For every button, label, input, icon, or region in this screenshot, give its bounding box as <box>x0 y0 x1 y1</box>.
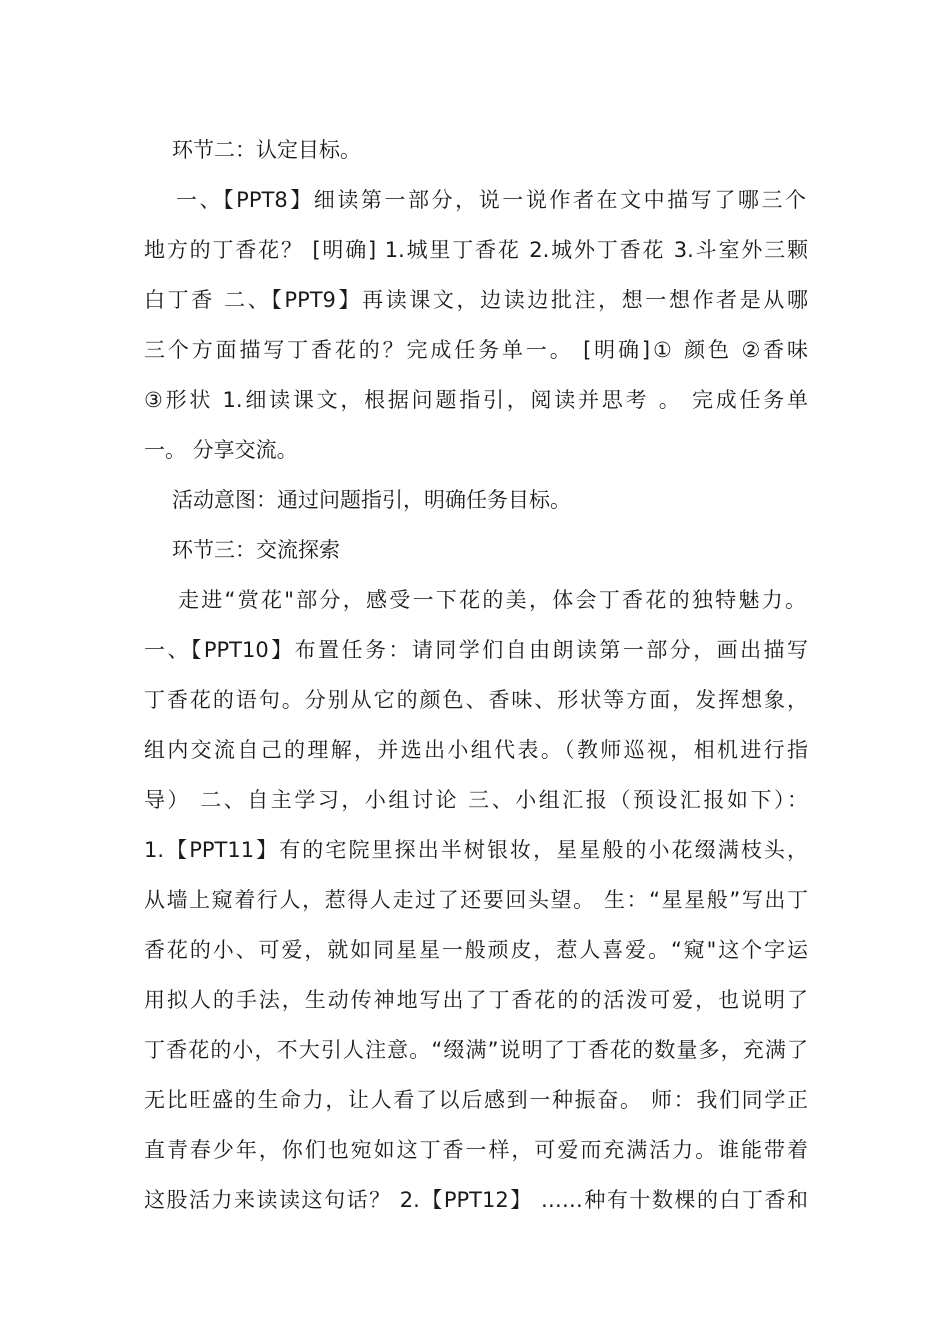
paragraph-line: 一。 分享交流。 <box>144 438 298 462</box>
paragraph-line: 直青春少年，你们也宛如这丁香一样，可爱而充满活力。谁能带着 <box>144 1138 808 1162</box>
section-heading-3: 环节三：交流探索 <box>172 538 340 562</box>
paragraph-line: 导） 二、自主学习，小组讨论 三、小组汇报（预设汇报如下）： <box>144 788 808 812</box>
paragraph-line: 从墙上窥着行人，惹得人走过了还要回头望。 生：“星星般”写出丁 <box>144 888 808 912</box>
paragraph-line: 丁香花的小，不大引人注意。“缀满”说明了丁香花的数量多，充满了 <box>144 1038 808 1062</box>
paragraph-line: ③形状 1.细读课文，根据问题指引，阅读并思考 。 完成任务单 <box>144 388 808 412</box>
activity-intent: 活动意图：通过问题指引，明确任务目标。 <box>172 488 571 512</box>
paragraph-line: 1.【PPT11】有的宅院里探出半树银妆，星星般的小花缀满枝头， <box>144 838 808 862</box>
section-heading-2: 环节二：认定目标。 <box>172 138 361 162</box>
paragraph-line: 一、【PPT10】布置任务：请同学们自由朗读第一部分，画出描写 <box>144 638 808 662</box>
paragraph-line: 地方的丁香花？ [明确] 1.城里丁香花 2.城外丁香花 3.斗室外三颗 <box>144 238 808 262</box>
paragraph-line: 香花的小、可爱，就如同星星一般顽皮，惹人喜爱。“窥"这个字运 <box>144 938 808 962</box>
paragraph-line: 丁香花的语句。分别从它的颜色、香味、形状等方面，发挥想象， <box>144 688 808 712</box>
paragraph-line: 三个方面描写丁香花的？完成任务单一。 [明确]① 颜色 ②香味 <box>144 338 808 362</box>
paragraph-line: 用拟人的手法，生动传神地写出了丁香花的的活泼可爱，也说明了 <box>144 988 808 1012</box>
paragraph-line: 走进“赏花"部分，感受一下花的美，体会丁香花的独特魅力。 <box>178 588 806 612</box>
paragraph-line: 组内交流自己的理解，并选出小组代表。（教师巡视，相机进行指 <box>144 738 808 762</box>
paragraph-line: 一、【PPT8】细读第一部分，说一说作者在文中描写了哪三个 <box>176 188 806 212</box>
paragraph-line: 无比旺盛的生命力，让人看了以后感到一种振奋。 师：我们同学正 <box>144 1088 808 1112</box>
paragraph-line: 这股活力来读读这句话？ 2.【PPT12】 ……种有十数棵的白丁香和 <box>144 1188 808 1212</box>
paragraph-line: 白丁香 二、【PPT9】再读课文，边读边批注，想一想作者是从哪 <box>144 288 808 312</box>
